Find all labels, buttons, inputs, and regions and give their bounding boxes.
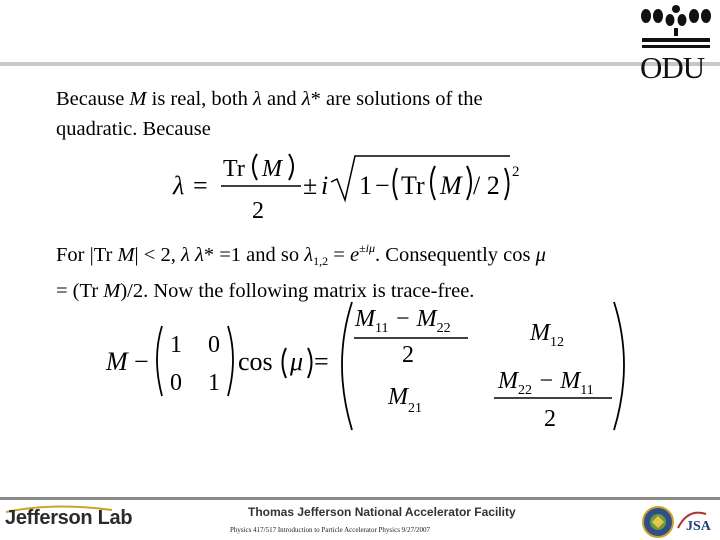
odu-logo xyxy=(638,2,714,84)
course-footnote: Physics 417/517 Introduction to Particle Accelerator Physics 9/27/2007 xyxy=(230,526,431,534)
footer-rule xyxy=(0,497,720,500)
svg-text:2: 2 xyxy=(544,406,556,432)
svg-text:/ 2: / 2 xyxy=(473,171,500,200)
svg-text:cos: cos xyxy=(238,347,273,376)
svg-text:M11 − M22: $M_{11} - M_{22}$ xyxy=(355,306,451,336)
svg-text:2: 2 xyxy=(402,342,414,368)
svg-text:2: 2 xyxy=(512,164,520,180)
odu-crown-icon xyxy=(638,2,714,50)
svg-text:±: ± xyxy=(303,171,318,200)
svg-text:i: i xyxy=(321,171,329,200)
svg-text:M: M xyxy=(440,171,462,200)
svg-text:M12: $M_{12}$ xyxy=(530,320,564,350)
svg-text:M21: $M_{21}$ xyxy=(388,384,422,416)
svg-text:M22 − M11: $M_{22} - M_{11}$ xyxy=(498,368,594,398)
paragraph-2: For |Tr M| < 2, λ λ* =1 and so $\lambda_{1,2} = e^{\pm i\mu}$. Consequently cos μ = (Tr M)/2. Now the following matrix is trace-free. xyxy=(56,241,546,302)
svg-text:λ: λ xyxy=(173,171,185,200)
jefferson-lab-logo: Jefferson Lab xyxy=(5,507,133,529)
svg-text:JSA: JSA xyxy=(686,519,711,534)
svg-text:1: 1 xyxy=(359,171,372,200)
svg-text:M: M xyxy=(262,156,282,182)
svg-text:1: 1 xyxy=(208,370,220,396)
svg-text:−: − xyxy=(375,171,390,200)
svg-text:M: M xyxy=(106,347,128,376)
svg-text:−: − xyxy=(134,347,149,376)
svg-text:0: 0 xyxy=(208,332,220,358)
paragraph-1: Because M is real, both λ and λ* are solutions of the quadratic. Because xyxy=(56,88,483,140)
odu-wordmark: ODU xyxy=(640,50,705,85)
svg-text:μ: μ xyxy=(290,347,304,376)
svg-text:2: 2 xyxy=(252,198,264,224)
svg-text:0: 0 xyxy=(170,370,182,396)
doe-seal-icon xyxy=(642,506,674,538)
svg-text:=: = xyxy=(314,347,329,376)
jsa-logo xyxy=(676,506,718,536)
trace-free-matrix-equation xyxy=(100,298,640,438)
header-rule xyxy=(0,62,720,66)
svg-text:Tr: Tr xyxy=(401,171,425,200)
svg-text:=: = xyxy=(193,171,208,200)
facility-name: Thomas Jefferson National Accelerator Facility xyxy=(248,505,516,519)
svg-text:Tr: Tr xyxy=(223,156,245,182)
svg-text:1: 1 xyxy=(170,332,182,358)
eigenvalue-equation xyxy=(165,146,535,230)
